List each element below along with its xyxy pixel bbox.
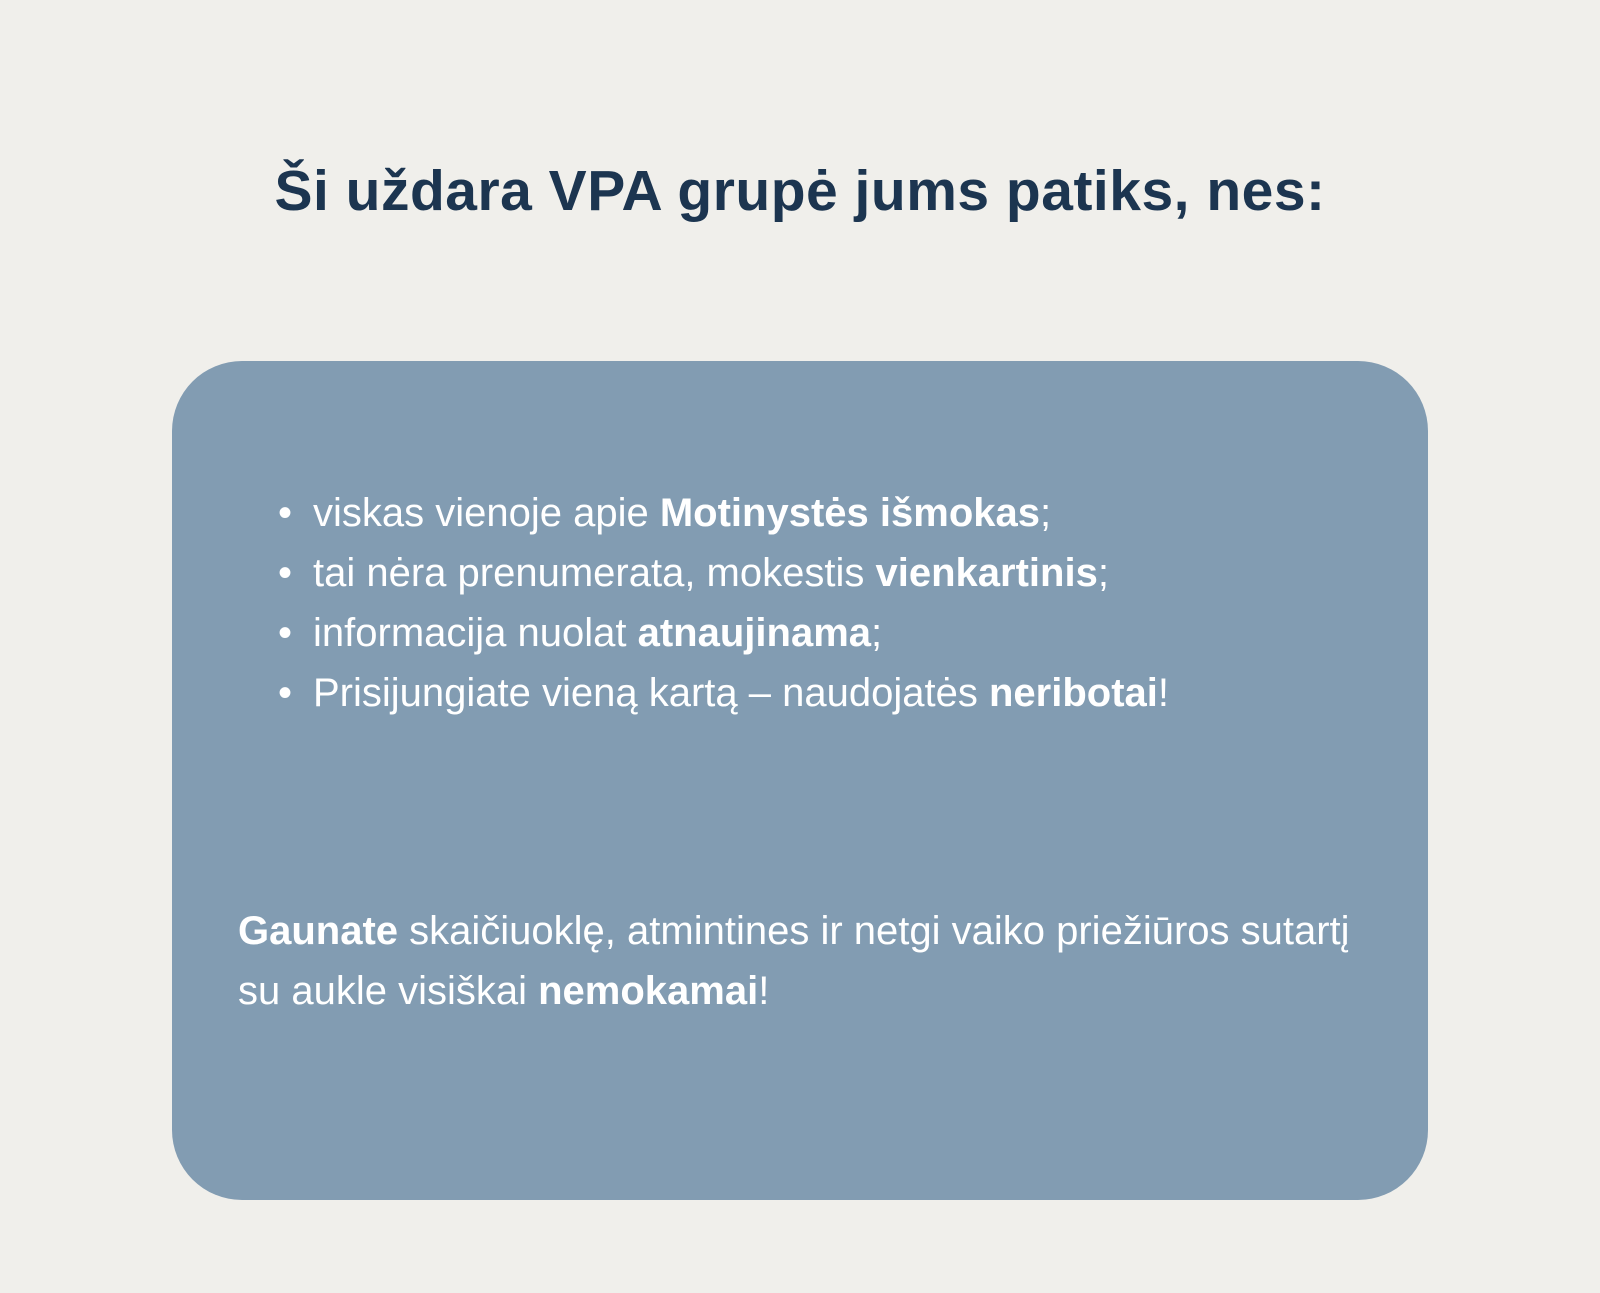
item-bold: atnaujinama (637, 611, 872, 655)
item-bold: vienkartinis (875, 551, 1098, 595)
list-item (280, 663, 1173, 723)
item-text: informacija nuolat (313, 611, 638, 655)
para-bold-lead: Gaunate (238, 909, 399, 953)
item-punct: ; (871, 611, 883, 655)
para-punct: ! (758, 969, 770, 1013)
item-punct: ! (1157, 671, 1170, 715)
bullet-icon: • (278, 491, 293, 535)
para-text: skaičiuoklę, atmintines ir netgi vaiko priežiūros sutartį su aukle visiškai (238, 909, 1350, 1013)
page-title: Ši uždara VPA grupė jums patiks, nes: (274, 159, 1326, 223)
bullet-icon: • (278, 671, 293, 715)
bullet-icon: • (278, 611, 293, 655)
list-item (280, 603, 1393, 663)
benefits-card (172, 361, 1428, 1200)
benefits-list (280, 483, 1393, 723)
item-punct: ; (1097, 551, 1109, 595)
para-bold-free: nemokamai (538, 969, 759, 1013)
item-bold: neribotai (988, 671, 1158, 715)
item-text: Prisijungiate vieną kartą – naudojatės (313, 671, 989, 715)
item-punct: ; (1040, 491, 1052, 535)
bullet-icon: • (278, 551, 293, 595)
list-item (280, 483, 1393, 543)
item-text: viskas vienoje apie (313, 491, 660, 535)
bonus-paragraph (238, 901, 1358, 1021)
list-item (280, 543, 1393, 603)
item-bold: Motinystės išmokas (659, 491, 1040, 535)
item-text: tai nėra prenumerata, mokestis (313, 551, 876, 595)
